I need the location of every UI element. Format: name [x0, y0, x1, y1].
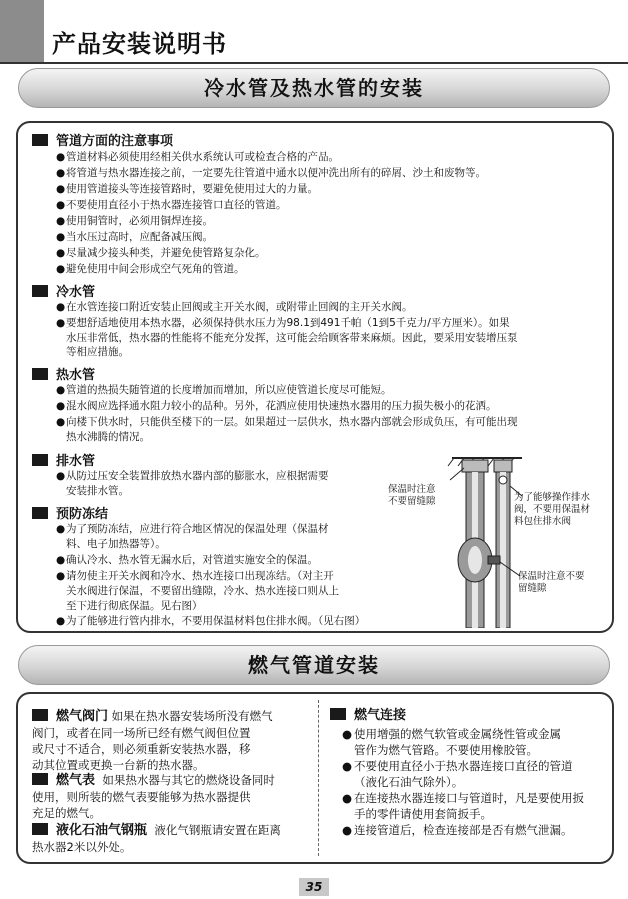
page-title: 产品安装说明书: [52, 30, 227, 58]
list-item: ● 连接管道后，检查连接部是否有燃气泄漏。: [342, 823, 573, 837]
gas-lpg-heading: 液化石油气钢瓶: [56, 823, 148, 838]
section-heading-cold: 冷水管: [32, 281, 95, 300]
list-item: ● 混水阀应选择通水阻力较小的品种。另外，花洒应使用快速热水器用的压力损失极小的花洒。: [56, 400, 497, 412]
banner-gas: 燃气管道安装: [18, 645, 610, 685]
list-item: ● 管道的热损失随管道的长度增加而增加，所以应使管道长度尽可能短。: [56, 384, 392, 396]
list-item: ● 不要使用直径小于热水器连接管口直径的管道。: [56, 199, 287, 211]
square-bullet-icon: [32, 368, 48, 380]
title-rule: [0, 62, 628, 64]
gas-lpg-block: 液化石油气钢瓶 液化气钢瓶请安置在距离 热水器2米以外处。: [32, 823, 281, 854]
list-item: ● 使用管道接头等连接管路时，要避免使用过大的力量。: [56, 183, 318, 195]
section-heading-hot: 热水管: [32, 364, 95, 383]
list-item: ● 为了能够进行管内排水，不要用保温材料包住排水阀。（见右图）: [56, 615, 366, 627]
header-tab: [0, 0, 44, 62]
list-item: ● 确认冷水、热水管无漏水后，对管道实施安全的保温。: [56, 554, 318, 566]
list-item: ● 使用增强的燃气软管或金属绕性管或金属: [342, 727, 561, 741]
gas-meter-block: 燃气表 如果热水器与其它的燃烧设备同时 使用，则所装的燃气表要能够为热水器提供 充足的燃气。: [32, 773, 275, 820]
gas-meter-heading: 燃气表: [56, 773, 96, 788]
gas-valve-block: 燃气阀门 如果在热水器安装场所没有燃气 阀门，或者在同一场所已经有燃气阀但位置 或尺寸不适合，则必须重新安装热水器，移 动其位置或更换一台新的热水器。: [32, 709, 273, 772]
list-item-continuation: 料、电子加热器等）。: [66, 538, 166, 550]
gas-connect-heading: 燃气连接: [354, 708, 407, 723]
list-item: ● 当水压过高时，应配备减压阀。: [56, 231, 213, 243]
banner-pipes: 冷水管及热水管的安装: [18, 68, 610, 108]
page-number: 35: [299, 878, 329, 896]
pipe-diagram-graphic: [382, 456, 614, 628]
list-item: ● 管道材料必须使用经相关供水系统认可或检查合格的产品。: [56, 151, 339, 163]
square-bullet-icon: [32, 134, 48, 146]
square-bullet-icon: [330, 708, 346, 720]
list-item: ● 使用铜管时，必须用铜焊连接。: [56, 215, 213, 227]
list-item: ● 避免使用中间会形成空气死角的管道。: [56, 263, 245, 275]
list-item: ● 为了预防冻结，应进行符合地区情况的保温处理（保温材: [56, 523, 329, 535]
list-item: ● 请勿使主开关水阀和冷水、热水连接口出现冻结。（对主开: [56, 570, 334, 582]
section-heading-notes: 管道方面的注意事项: [32, 130, 173, 149]
section-heading-drain: 排水管: [32, 450, 95, 469]
list-item-continuation: 等相应措施。: [66, 346, 129, 358]
list-item: ● 要想舒适地使用本热水器，必须保持供水压力为98.1到491千帕（1到5千克力/平方厘米）。如果: [56, 317, 510, 329]
diagram-label-right-top: 为了能够操作排水 阀，不要用保温材 料包住排水阀: [514, 492, 591, 527]
section-heading-freeze: 预防冻结: [32, 503, 108, 522]
gas-valve-heading: 燃气阀门: [56, 709, 109, 724]
list-item-continuation: 热水沸腾的情况。: [66, 431, 150, 443]
list-item: ● 向楼下供水时，只能供至楼下的一层。如果超过一层供水，热水器内部就会形成负压，有可能出现: [56, 416, 518, 428]
list-item-continuation: 水压非常低，热水器的性能将不能充分发挥，这可能会给顾客带来麻烦。因此，要采用安装增压泵: [66, 332, 518, 344]
list-item: ● 在水管连接口附近安装止回阀或主开关水阀，或附带止回阀的主开关水阀。: [56, 301, 413, 313]
diagram-label-left: 保温时注意 不要留缝隙: [388, 484, 436, 507]
list-item-continuation: 关水阀进行保温，不要留出缝隙，冷水、热水连接口则从上: [66, 585, 339, 597]
list-item: ● 尽量减少接头种类，并避免使管路复杂化。: [56, 247, 266, 259]
square-bullet-icon: [32, 285, 48, 297]
list-item: ● 在连接热水器连接口与管道时，凡是要使用扳: [342, 791, 584, 805]
list-item-continuation: 安装排水管。: [66, 485, 129, 497]
list-item: ● 从防过压安全装置排放热水器内部的膨胀水，应根据需要: [56, 470, 329, 482]
diagram-label-right-bottom: 保温时注意不要 留缝隙: [518, 571, 585, 594]
square-bullet-icon: [32, 454, 48, 466]
square-bullet-icon: [32, 507, 48, 519]
gas-connect-block: [330, 708, 610, 838]
list-item-continuation: （液化石油气除外）。: [354, 775, 464, 789]
list-item: ● 不要使用直径小于热水器连接口直径的管道: [342, 759, 573, 773]
column-divider: [318, 700, 319, 856]
list-item-continuation: 管作为燃气管路。不要使用橡胶管。: [354, 743, 538, 757]
square-bullet-icon: [32, 773, 48, 785]
list-item: ● 将管道与热水器连接之前，一定要先往管道中通水以便冲洗出所有的碎屑、沙土和废物等。: [56, 167, 486, 179]
list-item-continuation: 至下进行彻底保温。见右图）: [66, 600, 203, 612]
pipe-insulation-diagram: [382, 456, 614, 628]
square-bullet-icon: [32, 823, 48, 835]
list-item-continuation: 手的零件请使用套筒扳手。: [354, 807, 492, 821]
square-bullet-icon: [32, 709, 48, 721]
